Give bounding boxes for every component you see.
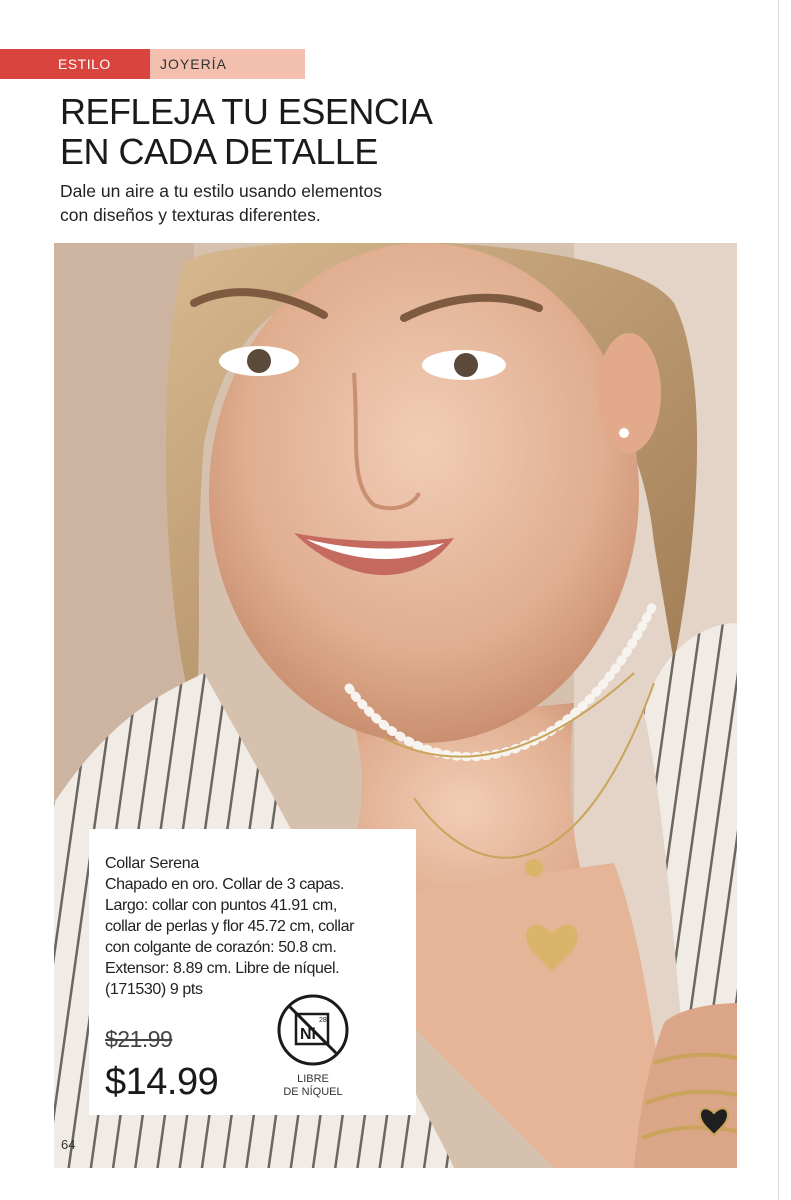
current-price: $14.99: [105, 1061, 219, 1103]
product-description-line: collar de perlas y flor 45.72 cm, collar: [105, 918, 355, 935]
product-name: Collar Serena: [105, 855, 199, 872]
product-description-line: con colgante de corazón: 50.8 cm.: [105, 939, 337, 956]
page-edge-rule: [778, 0, 779, 1200]
product-description-line: Chapado en oro. Collar de 3 capas.: [105, 876, 345, 893]
headline-line-1: REFLEJA TU ESENCIA: [60, 91, 433, 132]
subcategory-label: JOYERÍA: [150, 49, 305, 79]
nickel-free-label-line-2: DE NÍQUEL: [283, 1086, 343, 1098]
page-headline: [60, 92, 580, 172]
subtitle-line-2: con diseños y texturas diferentes.: [60, 205, 321, 225]
nickel-free-icon: [276, 993, 350, 1067]
atomic-number: 28: [319, 1017, 327, 1024]
subtitle-line-1: Dale un aire a tu estilo usando elementos: [60, 181, 383, 201]
headline-line-2: EN CADA DETALLE: [60, 131, 378, 172]
category-bar: [0, 49, 305, 79]
element-symbol: Ni: [300, 1026, 316, 1043]
product-description-line: (171530) 9 pts: [105, 981, 203, 998]
nickel-free-label-line-1: LIBRE: [297, 1073, 329, 1085]
old-price: $21.99: [105, 1026, 173, 1052]
product-description: [105, 874, 406, 1000]
category-label: ESTILO: [0, 49, 150, 79]
page-number: 64: [61, 1137, 76, 1152]
product-info-box: [89, 829, 416, 1115]
product-description-line: Largo: collar con puntos 41.91 cm,: [105, 897, 337, 914]
page-subtitle: [60, 179, 580, 227]
nickel-free-label: [264, 1073, 362, 1099]
product-description-line: Extensor: 8.89 cm. Libre de níquel.: [105, 960, 340, 977]
